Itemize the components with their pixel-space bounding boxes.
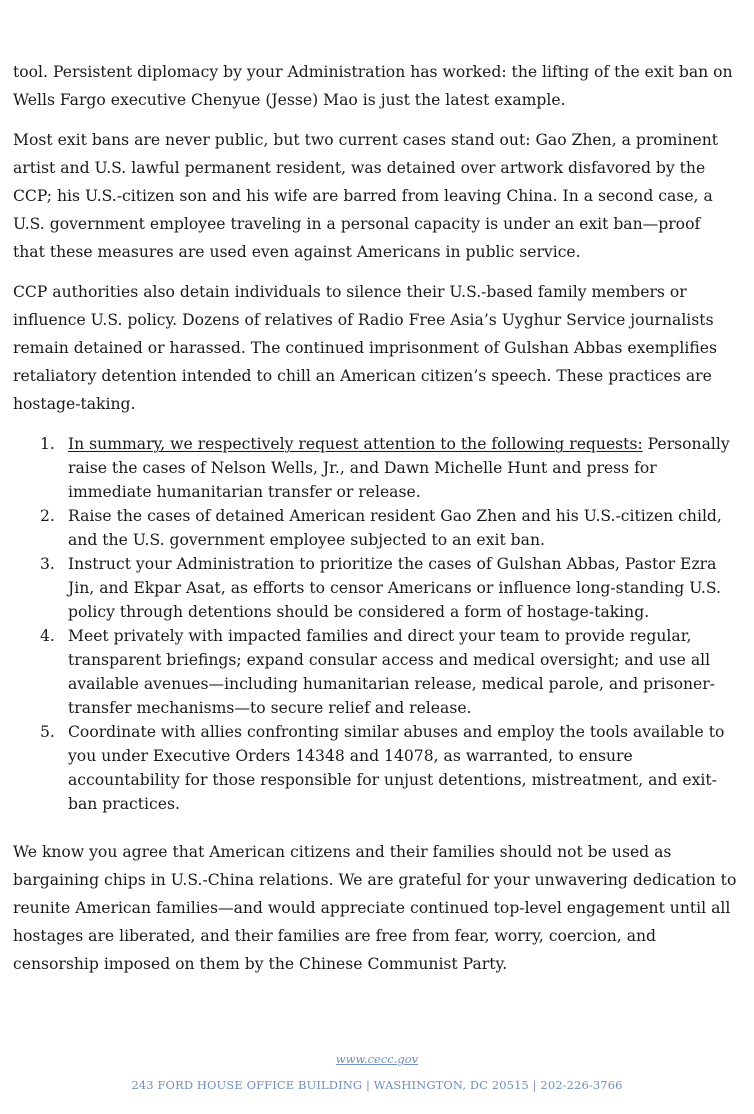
list-item-number: 4. <box>40 627 55 645</box>
list-item-text: Personally raise the cases of Nelson Wells, Jr., and Dawn Michelle Hunt and press for immediate humanitarian transfer or release. <box>68 435 730 501</box>
paragraph-retaliatory-detention: CCP authorities also detain individuals to silence their U.S.-based family members or influence U.S. policy. Dozens of relatives of Radio Free Asia’s Uyghur Service journalists remain detained or harassed. The continued imprisonment of Gulshan Abbas exemplifies retaliatory detention intended to chill an American citizen’s speech. These practices are hostage-taking. <box>13 283 718 413</box>
letter-body <box>13 58 737 816</box>
footer-address: 243 FORD HOUSE OFFICE BUILDING | WASHINGTON, DC 20515 | 202-226-3766 <box>131 1078 623 1092</box>
list-item <box>13 552 737 624</box>
list-item <box>13 432 737 504</box>
paragraph-exit-ban-diplomacy: tool. Persistent diplomacy by your Administration has worked: the lifting of the exit ban on Wells Fargo executive Chenyue (Jesse) Mao is just the latest example. <box>13 63 733 109</box>
paragraph-exit-ban-cases: Most exit bans are never public, but two current cases stand out: Gao Zhen, a prominent artist and U.S. lawful permanent resident, was detained over artwork disfavored by the CCP; his U.S.-citizen son and his wife are barred from leaving China. In a second case, a U.S. government employee traveling in a personal capacity is under an exit ban—proof that these measures are used even against Americans in public service. <box>13 131 719 261</box>
closing-paragraph: We know you agree that American citizens and their families should not be used as bargaining chips in U.S.-China relations. We are grateful for your unwavering dedication to reunite American families—and would appreciate continued top-level engagement until all hostages are liberated, and their families are free from fear, worry, coercion, and censorship imposed on them by the Chinese Communist Party. <box>13 843 737 973</box>
requests-list <box>13 432 737 816</box>
list-item-number: 1. <box>40 435 55 453</box>
list-item-number: 3. <box>40 555 55 573</box>
list-item-text: Meet privately with impacted families and direct your team to provide regular, transparent briefings; expand consular access and medical oversight; and use all available avenues—including humanitarian release, medical parole, and prisoner-transfer mechanisms—to secure relief and release. <box>68 627 715 717</box>
list-item <box>13 504 737 552</box>
list-item-text: Coordinate with allies confronting similar abuses and employ the tools available to you under Executive Orders 14348 and 14078, as warranted, to ensure accountability for those responsible for unjust detentions, mistreatment, and exit-ban practices. <box>68 723 725 813</box>
list-item <box>13 720 737 816</box>
list-item-text: Raise the cases of detained American resident Gao Zhen and his U.S.-citizen child, and the U.S. government employee subjected to an exit ban. <box>68 507 722 549</box>
website-link[interactable]: www.cecc.gov <box>335 1052 419 1066</box>
requests-intro: In summary, we respectively request attention to the following requests: <box>68 435 643 453</box>
list-item-number: 2. <box>40 507 55 525</box>
list-item <box>13 624 737 720</box>
list-item-text: Instruct your Administration to prioritize the cases of Gulshan Abbas, Pastor Ezra Jin, and Ekpar Asat, as efforts to censor Americans or influence long-standing U.S. policy through detentions should be considered a form of hostage-taking. <box>68 555 721 621</box>
list-item-number: 5. <box>40 723 55 741</box>
